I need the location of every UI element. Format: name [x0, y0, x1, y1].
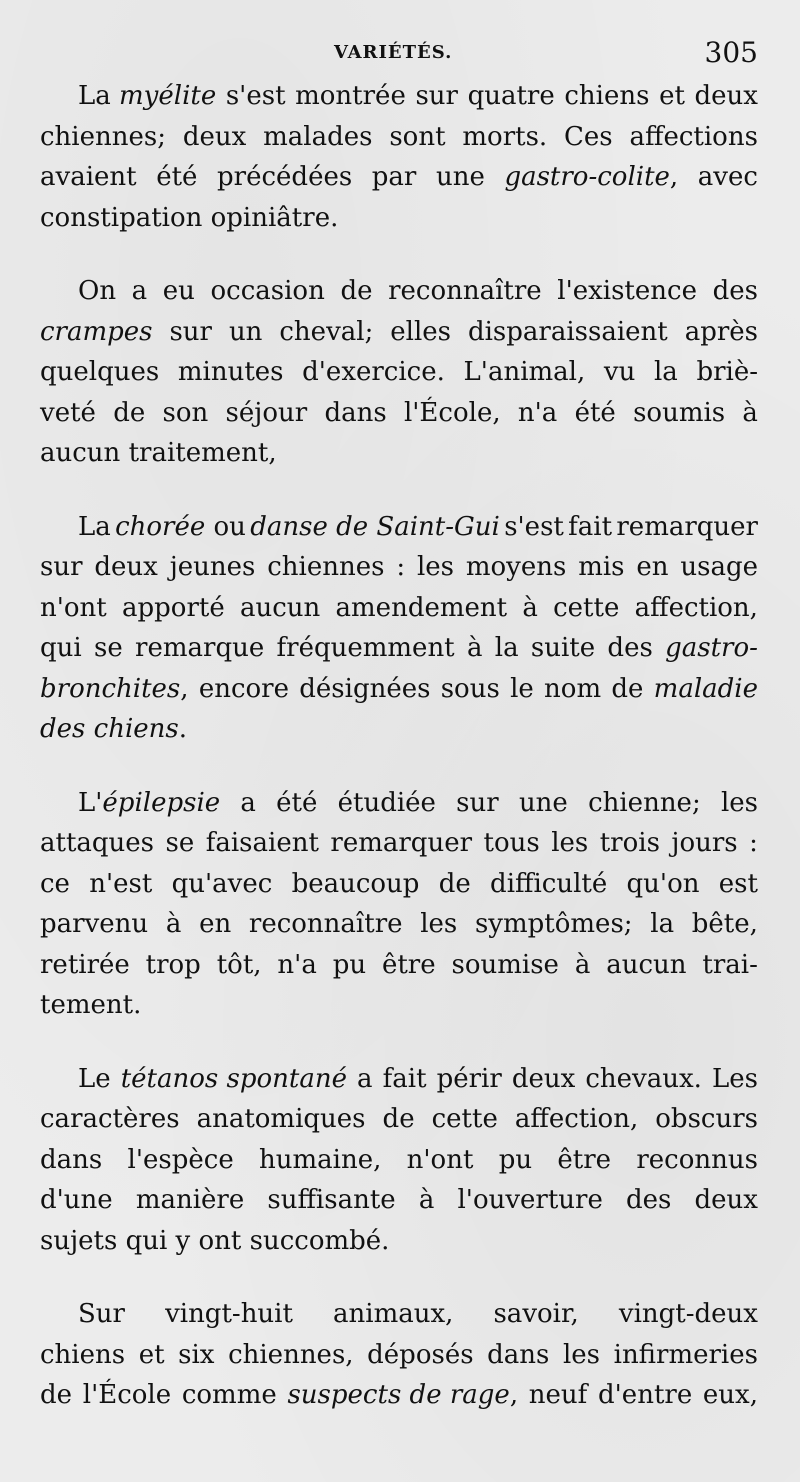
word: séjour	[225, 397, 308, 428]
word: n'ont	[406, 1144, 474, 1175]
word: gastro-colite,	[504, 162, 679, 192]
text-line	[40, 864, 758, 905]
word: à	[574, 949, 591, 980]
word: sous	[440, 673, 500, 704]
word: eu	[162, 276, 195, 306]
text-line	[40, 312, 758, 353]
word: à	[165, 909, 182, 939]
word: fait	[382, 1063, 427, 1094]
word: :	[749, 828, 758, 858]
word: difficulté	[490, 868, 608, 899]
word: elles	[390, 316, 452, 347]
word: la	[653, 357, 678, 387]
word: remarque	[135, 633, 265, 663]
word: bête,	[691, 909, 758, 939]
word: été	[276, 787, 318, 818]
word: des chiens.	[40, 714, 187, 744]
word: aucun	[239, 592, 321, 623]
word: caractères	[40, 1104, 180, 1134]
word: montrée	[295, 81, 406, 111]
text-line	[40, 547, 758, 588]
word: les	[562, 1339, 601, 1370]
word: anatomiques	[196, 1104, 366, 1134]
word: périr	[436, 1063, 502, 1094]
word: l'ouverture	[457, 1185, 603, 1215]
text-line	[40, 904, 758, 945]
word: reconnaître	[388, 276, 542, 306]
word: attaques	[40, 828, 155, 858]
word: faisaient	[205, 828, 319, 858]
page-number: 305	[704, 36, 758, 69]
word: Ces	[564, 121, 613, 152]
text-line	[40, 76, 758, 117]
word: de	[113, 397, 146, 428]
word: la	[494, 633, 519, 663]
text-line	[40, 1375, 758, 1416]
word: d'entre	[598, 1380, 693, 1410]
word: une	[435, 162, 485, 192]
word: cette	[553, 592, 620, 623]
word: d'exercice.	[302, 357, 445, 387]
word: reconnaître	[248, 909, 403, 939]
word: sur	[169, 316, 212, 347]
word: chevaux.	[585, 1063, 702, 1094]
word: danse de Saint-Gui	[250, 511, 500, 542]
text-line	[40, 1180, 758, 1221]
word: a	[240, 787, 256, 818]
word: s'est	[225, 81, 286, 111]
word: par	[371, 162, 417, 192]
word: quatre	[467, 81, 555, 111]
word: chiennes;	[40, 121, 166, 152]
word: moyens	[465, 552, 567, 582]
word: retirée	[40, 949, 130, 980]
word: les	[720, 787, 758, 818]
word: cette	[431, 1104, 498, 1134]
text-line	[40, 1059, 758, 1100]
word: avaient	[40, 162, 137, 192]
word: en	[636, 552, 669, 582]
word: pu	[498, 1144, 533, 1175]
word: deux	[94, 552, 158, 582]
word: à	[466, 633, 483, 663]
word: la	[650, 909, 675, 939]
word: gastro-	[665, 633, 758, 663]
word: fréquemment	[276, 633, 455, 663]
text-line: constipation opiniâtre.	[40, 202, 339, 233]
word: le	[510, 673, 534, 704]
word: briè-	[696, 357, 758, 387]
word: précédées	[217, 162, 353, 192]
word: et	[659, 81, 685, 111]
word: tôt,	[216, 949, 262, 980]
word: été	[574, 397, 616, 428]
word: La myélite	[78, 81, 217, 111]
word: à	[742, 397, 758, 428]
word: vingt-deux	[618, 1299, 758, 1329]
word: chiens	[40, 1339, 126, 1370]
text-line: sujets qui y ont succombé.	[40, 1225, 390, 1256]
word: humaine,	[259, 1144, 382, 1175]
word: malades	[263, 121, 373, 152]
text-line: tement.	[40, 990, 142, 1020]
word: six	[178, 1339, 215, 1370]
word: l'espèce	[127, 1144, 234, 1175]
word: trai-	[702, 949, 758, 980]
word: de	[438, 868, 471, 899]
word: infirmeries	[613, 1339, 758, 1370]
word: désignées	[299, 673, 431, 704]
word: deux	[182, 121, 247, 152]
word: crampes	[40, 316, 153, 347]
text-line: aucun traitement,	[40, 438, 277, 468]
word: animaux,	[333, 1299, 454, 1329]
word: affection,	[514, 1104, 639, 1134]
text-line	[40, 352, 758, 393]
word: minutes	[177, 357, 284, 387]
text-line	[40, 945, 758, 986]
paragraph-myelite	[40, 76, 758, 238]
word: des	[607, 633, 653, 663]
word: symptômes;	[474, 909, 633, 939]
word: en	[199, 909, 232, 939]
word: soumis	[633, 397, 726, 428]
word: n'a	[517, 397, 558, 428]
word: chiens	[564, 81, 650, 111]
word: deux	[694, 81, 758, 111]
word: vingt-huit	[165, 1299, 293, 1329]
text-line	[40, 271, 758, 312]
word: est	[718, 868, 758, 899]
word: eux,	[702, 1380, 758, 1410]
word: l'existence	[557, 276, 697, 306]
word: suffisante	[267, 1185, 396, 1215]
word: remarquer	[330, 828, 473, 858]
word: les	[420, 909, 458, 939]
paragraph-tetanos	[40, 1059, 758, 1262]
word: La	[78, 511, 111, 542]
word: trop	[145, 949, 201, 980]
word: les	[551, 828, 589, 858]
word: aucun	[606, 949, 687, 980]
word: L'épilepsie	[78, 787, 221, 818]
word: d'une	[40, 1185, 113, 1215]
word: trois	[599, 828, 660, 858]
word: de	[382, 1104, 415, 1134]
word: à	[418, 1185, 435, 1215]
word: manière	[135, 1185, 245, 1215]
word: mis	[578, 552, 625, 582]
word: s'est	[504, 511, 564, 542]
word: avec	[697, 162, 758, 192]
text-line	[40, 1099, 758, 1140]
word: n'est	[89, 868, 153, 899]
word: deux	[694, 1185, 758, 1215]
word: chiennes,	[228, 1339, 354, 1370]
word: dans	[40, 1144, 103, 1175]
word: bronchites,	[40, 673, 189, 704]
word: se	[94, 633, 123, 663]
word: L'animal,	[463, 357, 586, 387]
word: tétanos spontané	[120, 1063, 347, 1094]
word: amendement	[335, 592, 508, 623]
word: les	[416, 552, 454, 582]
word: n'ont	[40, 592, 107, 623]
body-text	[40, 76, 758, 1449]
word: de	[611, 673, 644, 704]
word: suite	[530, 633, 596, 663]
word: qui	[40, 633, 82, 663]
word: sur	[415, 81, 458, 111]
word: son	[162, 397, 209, 428]
word: fait	[568, 511, 613, 542]
word: savoir,	[493, 1299, 579, 1329]
word: sur	[40, 552, 83, 582]
word: étudiée	[337, 787, 436, 818]
word: vu	[603, 357, 636, 387]
word: affections	[629, 121, 758, 152]
text-line	[40, 157, 758, 198]
word: affection,	[634, 592, 758, 623]
word: être	[381, 949, 436, 980]
word: l'École,	[403, 397, 501, 428]
paragraph-crampes	[40, 271, 758, 474]
paragraph-epilepsie	[40, 783, 758, 1026]
text-line	[40, 117, 758, 158]
text-line	[40, 507, 758, 548]
running-head	[0, 36, 800, 72]
word: une	[518, 787, 568, 818]
word: disparaissaient	[467, 316, 668, 347]
word: des	[712, 276, 758, 306]
word: ce	[40, 868, 70, 899]
word: jeunes	[169, 552, 256, 582]
word: Sur	[78, 1299, 125, 1329]
word: a	[357, 1063, 373, 1094]
paragraph-rage	[40, 1294, 758, 1416]
word: apporté	[122, 592, 225, 623]
text-line	[40, 1294, 758, 1335]
word: On	[78, 276, 117, 306]
word: qu'on	[626, 868, 700, 899]
word: des	[626, 1185, 672, 1215]
word: nom	[544, 673, 602, 704]
word: encore	[198, 673, 289, 704]
word: remarquer	[616, 511, 758, 542]
word: dans	[324, 397, 387, 428]
word: de	[340, 276, 373, 306]
word: sont	[389, 121, 446, 152]
word: morts.	[462, 121, 548, 152]
word: parvenu	[40, 909, 149, 939]
word: maladie	[653, 673, 758, 704]
word: chorée ou	[115, 511, 246, 542]
text-line	[40, 823, 758, 864]
word: suspects de rage,	[287, 1380, 519, 1410]
word: déposés	[367, 1339, 474, 1370]
word: chiennes	[267, 552, 385, 582]
word: à	[522, 592, 538, 623]
word: de	[40, 1380, 73, 1410]
word: comme	[181, 1380, 277, 1410]
word: obscurs	[655, 1104, 758, 1134]
text-line	[40, 628, 758, 669]
word: chienne;	[588, 787, 701, 818]
word: dans	[487, 1339, 550, 1370]
word: reconnus	[636, 1144, 758, 1175]
text-line	[40, 1335, 758, 1376]
word: se	[165, 828, 195, 858]
word: tous	[483, 828, 540, 858]
word: :	[396, 552, 406, 582]
paragraph-choree	[40, 507, 758, 750]
word: quelques	[40, 357, 160, 387]
word: et	[138, 1339, 165, 1370]
word: Les	[711, 1063, 758, 1094]
text-line	[40, 393, 758, 434]
text-line	[40, 783, 758, 824]
word: a	[131, 276, 148, 306]
word: être	[557, 1144, 612, 1175]
running-head-title: VARIÉTÉS.	[334, 42, 453, 63]
word: Le	[78, 1063, 111, 1094]
word: veté	[40, 397, 96, 428]
word: cheval;	[279, 316, 374, 347]
word: n'a	[277, 949, 317, 980]
word: deux	[511, 1063, 576, 1094]
word: soumise	[451, 949, 559, 980]
word: été	[156, 162, 198, 192]
word: usage	[680, 552, 758, 582]
word: beaucoup	[291, 868, 420, 899]
text-line	[40, 669, 758, 710]
word: l'École	[82, 1380, 172, 1410]
word: qu'avec	[171, 868, 273, 899]
word: sur	[456, 787, 499, 818]
word: un	[228, 316, 263, 347]
text-line	[40, 588, 758, 629]
word: neuf	[528, 1380, 588, 1410]
word: occasion	[210, 276, 325, 306]
word: après	[684, 316, 758, 347]
word: jours	[671, 828, 738, 858]
word: pu	[332, 949, 367, 980]
text-line	[40, 1140, 758, 1181]
text-line	[40, 709, 758, 750]
